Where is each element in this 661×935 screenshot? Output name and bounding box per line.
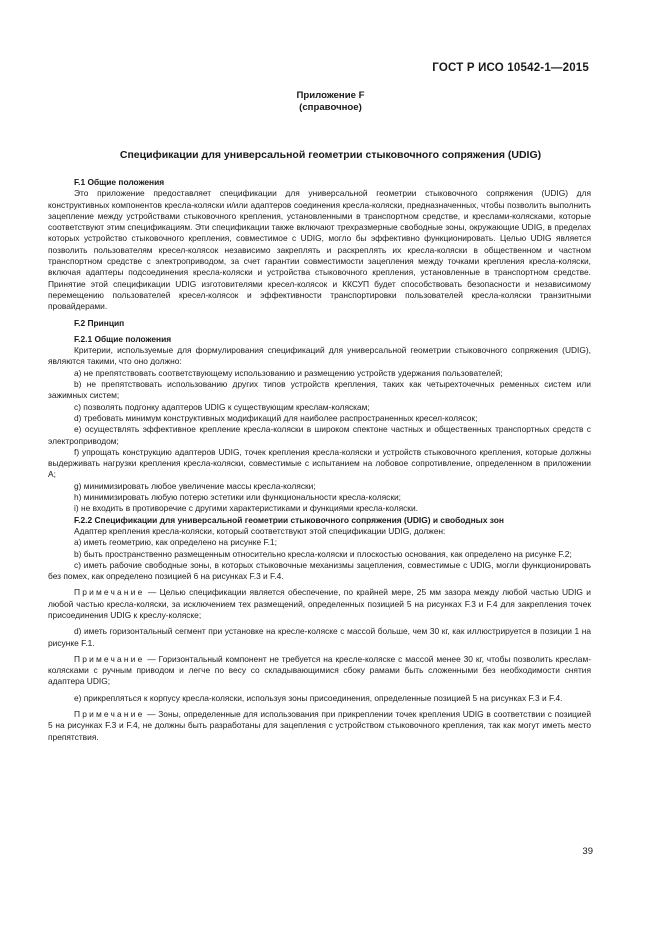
list-item: c) позволять подгонку адаптеров UDIG к существующим креслам-коляскам; xyxy=(74,401,370,412)
note-label: Примечание xyxy=(74,709,145,720)
list-item: a) не препятствовать соответствующему использованию и размещению устройств удержания пользователей; xyxy=(74,367,503,378)
standard-code: ГОСТ Р ИСО 10542-1—2015 xyxy=(432,62,589,74)
list-item: c) иметь рабочие свободные зоны, в которых стыковочные механизмы зацепления, совместимые с UDIG, могли функционировать без помех, как определено позицией 6 на рисунках F.3 и F.4. xyxy=(48,559,591,582)
list-item: e) осуществлять эффективное крепление кресла-коляски в широком спектоне частных и общественных транспортных средств с электроприводом; xyxy=(48,424,591,446)
note-text: — Целью спецификации является обеспечение, по крайней мере, 25 мм зазора между любой частью UDIG и любой частью кресла-коляски, за исключением тех размещений, определенных позицией 5 на рисунках F.3 и F.4 для закрепления точек присоединения UDIG к креслу-коляске; xyxy=(48,587,591,620)
annex-label: Приложение F xyxy=(296,90,365,101)
note-text: — Зоны, определенные для использования при прикреплении точек крепления UDIG в соответствии с позицией 5 на рисунках F.3 и F.4, не должны быть разработаны для зацепления с устройством стыковочного крепления, так как могут иметь место препятствия. xyxy=(48,709,591,742)
note-2 xyxy=(48,654,591,688)
list-item: g) минимизировать любое увеличение массы кресла-коляски; xyxy=(74,480,316,491)
paragraph-f22-intro: Адаптер крепления кресла-коляски, который соответствуют этой спецификации UDIG, должен: xyxy=(74,525,446,536)
list-item: b) не препятствовать использованию других типов устройств крепления, таких как четырехточечных ременных систем или зажимных систем; xyxy=(48,379,591,401)
annex-title: Спецификации для универсальной геометрии стыковочного сопряжения (UDIG) xyxy=(119,149,542,161)
paragraph-f1: Это приложение предоставляет спецификации для универсальной геометрии стыковочного сопряжения (UDIG) для конструктивных компонентов кресла-коляски и/или адаптеров соединения кресла-коляски, предназначенных, чтобы позволить выполнить зацепление между устройствами стыковочного крепления, установленными в транспортном средстве, и креслами-колясками, которые соответствуют этим спецификациям. Эти спецификации также включают трехразмерные свободные зоны, окружающие UDIG, в пределах которых устройство стыковочного крепления, совместимое с UDIG, могло бы эффективно функционировать. Целью UDIG является позволить пользователям кресел-колясок независимо закреплять и раскреплять их кресла-коляски в общественном и частном транспортном средстве с электроприводом, за счет гарантии совместимости зацепления между точками крепления кресла-коляски, включая адаптеры подсоединения кресла-коляски и устройства стыковочного крепления, установленные в транспортном средстве. Принятие этой спецификации UDIG изготовителями кресел-колясок и ККСУП будет способствовать безопасности и независимому перемещению пользователей кресел-колясок и эффективности транспортировки пользователей кресла-коляски транзитными провайдерами. xyxy=(48,188,591,312)
list-item: h) минимизировать любую потерю эстетики или функциональности кресла-коляски; xyxy=(74,492,401,503)
list-item: a) иметь геометрию, как определено на рисунке F.1; xyxy=(74,537,277,548)
list-item: f) упрощать конструкцию адаптеров UDIG, точек крепления кресла-коляски и устройств стыковочного крепления, которые должны выдерживать нагрузки крепления кресла-коляски, совместимые с испытанием на лобовое сопротивление, определенном в приложении А; xyxy=(48,446,591,480)
section-heading-f2: F.2 Принцип xyxy=(74,317,125,328)
note-label: Примечание xyxy=(74,587,145,598)
note-1 xyxy=(48,587,591,621)
list-item: d) требовать минимум конструктивных модификаций для наиболее распространенных кресел-колясок; xyxy=(74,412,478,423)
note-text: — Горизонтальный компонент не требуется на кресле-коляске с массой менее 30 кг, чтобы позволить креслам-колясками с ручным приводом и легче по весу со складывающимися сбоку рамами быть сложенными без необходимости снятия адаптера UDIG; xyxy=(48,653,591,687)
page-number: 39 xyxy=(582,846,593,857)
paragraph-f21-intro: Критерии, используемые для формулирования спецификаций для универсальной геометрии стыковочного сопряжения (UDIG), являются такими, что оно должно: xyxy=(48,345,591,367)
list-item: i) не входить в противоречие с другими характеристиками и функциями кресла-коляски. xyxy=(74,503,418,514)
section-heading-f22: F.2.2 Спецификации для универсальной геометрии стыковочного сопряжения (UDIG) и свободных зон xyxy=(74,514,504,525)
note-3 xyxy=(48,709,591,743)
document-body xyxy=(48,177,591,743)
list-item: b) быть пространственно размещенным относительно кресла-коляски и плоскостью основания, как определено на рисунке F.2; xyxy=(74,548,572,559)
section-heading-f21: F.2.1 Общие положения xyxy=(74,333,172,344)
list-item: e) прикрепляться к корпусу кресла-коляски, используя зоны присоединения, определенные позицией 5 на рисунках F.3 и F.4. xyxy=(74,692,563,703)
list-item: d) иметь горизонтальный сегмент при установке на кресле-коляске с массой больше, чем 30 кг, как иллюстрируется в позиции 1 на рисунке F.1. xyxy=(48,626,591,648)
annex-type: (справочное) xyxy=(299,102,362,113)
section-heading-f1: F.1 Общие положения xyxy=(74,177,165,187)
annex-heading xyxy=(0,90,661,114)
note-label: Примечание xyxy=(74,653,145,664)
